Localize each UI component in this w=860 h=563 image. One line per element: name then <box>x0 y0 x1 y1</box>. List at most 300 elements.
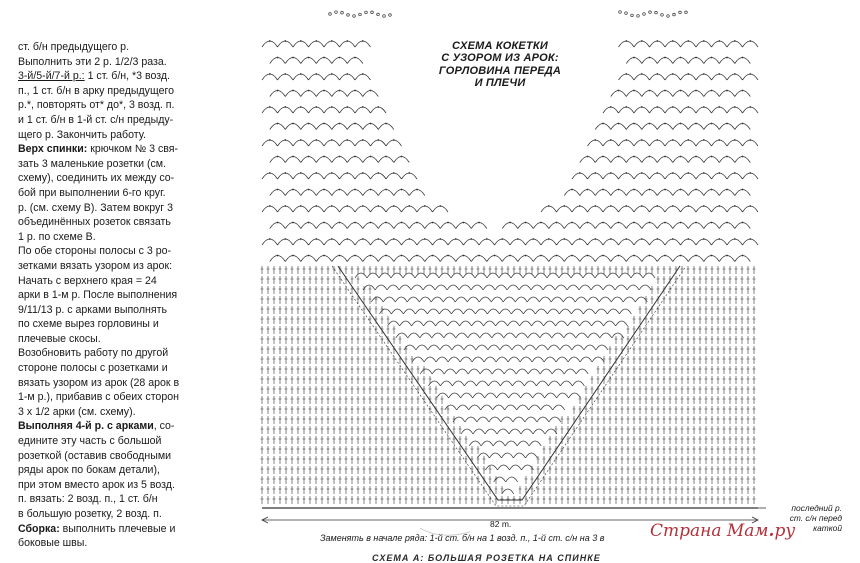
chain-dot <box>478 222 480 224</box>
chain-dot <box>401 222 403 224</box>
chain-arc <box>650 74 666 80</box>
chain-dot <box>277 156 279 158</box>
chain-arc <box>611 124 627 130</box>
chain-dot <box>726 57 728 59</box>
chain-arc <box>743 239 759 245</box>
chain-arc <box>332 124 348 130</box>
chain-arc <box>727 41 743 47</box>
chain-dot <box>331 40 333 42</box>
instr-line: по схеме вырез горловины и <box>18 318 159 331</box>
chain-arc <box>735 58 751 64</box>
chain-dot <box>687 205 689 207</box>
chain-dot <box>726 255 728 257</box>
chain-dot <box>602 156 604 158</box>
chain-arc <box>324 41 340 47</box>
v-arc <box>619 273 631 278</box>
v-arc <box>496 357 508 362</box>
chain-arc <box>619 173 635 179</box>
v-arc <box>412 321 424 326</box>
chain-arc <box>301 91 317 97</box>
chain-dot <box>354 222 356 224</box>
chain-arc <box>402 239 418 245</box>
chain-dot <box>323 156 325 158</box>
chain-arc <box>642 256 658 262</box>
chain-arc <box>696 74 712 80</box>
chain-dot <box>633 156 635 158</box>
v-arc <box>528 369 540 374</box>
chain-arc <box>340 41 356 47</box>
chain-dot <box>625 40 627 42</box>
v-arc <box>424 357 436 362</box>
note-line: ст. с/н перед <box>789 513 842 523</box>
v-arc <box>436 321 448 326</box>
v-arc <box>451 273 463 278</box>
v-arc <box>477 453 489 458</box>
v-arc <box>399 285 411 290</box>
chain-arc <box>262 206 278 212</box>
chain-dot <box>618 156 620 158</box>
v-arc <box>556 357 568 362</box>
v-arc <box>513 453 525 458</box>
chain-dot <box>672 238 674 240</box>
chain-dot <box>711 57 713 59</box>
chain-dot <box>346 73 348 75</box>
v-arc <box>411 285 423 290</box>
chain-arc <box>340 173 356 179</box>
chain-dot <box>610 205 612 207</box>
chain-dot <box>680 255 682 257</box>
chain-dot <box>377 238 379 240</box>
chain-dot <box>509 255 511 257</box>
v-arc <box>416 345 428 350</box>
chain-arc <box>665 74 681 80</box>
chain-arc <box>270 124 286 130</box>
chain-dot <box>625 205 627 207</box>
v-arc <box>475 273 487 278</box>
v-arc <box>525 417 537 422</box>
chain-arc <box>727 74 743 80</box>
v-arc <box>427 273 439 278</box>
instr-line: ст. б/н предыдущего р. <box>18 41 130 53</box>
v-arc <box>531 285 543 290</box>
v-arc <box>475 309 487 314</box>
chain-arc <box>347 58 363 64</box>
chain-dot <box>749 139 751 141</box>
chain-dot <box>687 40 689 42</box>
chain-dot <box>649 156 651 158</box>
chain-dot <box>308 222 310 224</box>
chain-dot <box>362 40 364 42</box>
chain-dot <box>354 255 356 257</box>
chain-dot <box>610 238 612 240</box>
chain-dot <box>711 222 713 224</box>
chain-arc <box>704 190 720 196</box>
chain-arc <box>270 157 286 163</box>
chain-dot <box>346 40 348 42</box>
chain-dot <box>478 255 480 257</box>
chart-title-line: СХЕМА КОКЕТКИ <box>452 40 548 52</box>
instr-text: крючком № 3 свя- <box>87 143 179 156</box>
chain-arc <box>688 58 704 64</box>
v-arc <box>460 357 472 362</box>
instr-text: , со- <box>153 420 175 433</box>
chain-arc <box>619 206 635 212</box>
v-arc <box>545 393 557 398</box>
chain-arc <box>611 91 627 97</box>
v-arc <box>583 309 595 314</box>
v-arc <box>407 297 419 302</box>
chain-dot <box>323 57 325 59</box>
chain-arc <box>719 58 735 64</box>
chain-arc <box>712 107 728 113</box>
chain-dot <box>602 222 604 224</box>
chain-arc <box>456 223 472 229</box>
chain-arc <box>580 223 596 229</box>
chain-arc <box>603 206 619 212</box>
v-arc <box>480 333 492 338</box>
chain-arc <box>681 173 697 179</box>
chain-dot <box>292 255 294 257</box>
chain-arc <box>417 206 433 212</box>
v-arc <box>476 381 488 386</box>
v-arc <box>501 453 513 458</box>
v-arc <box>444 369 456 374</box>
v-arc <box>484 357 496 362</box>
chain-arc <box>712 74 728 80</box>
v-arc <box>533 393 545 398</box>
chain-arc <box>611 256 627 262</box>
chain-dot <box>749 172 751 174</box>
v-arc <box>412 357 424 362</box>
chain-dot <box>509 222 511 224</box>
chain-dot <box>656 40 658 42</box>
chain-dot <box>594 238 596 240</box>
chain-dot <box>300 238 302 240</box>
chain-arc <box>363 91 379 97</box>
v-arc <box>619 309 631 314</box>
chain-arc <box>619 74 635 80</box>
chain-dot <box>269 106 271 108</box>
chain-arc <box>735 190 751 196</box>
chain-arc <box>394 256 410 262</box>
v-arc <box>529 405 541 410</box>
chain-arc <box>634 206 650 212</box>
chain-arc <box>402 173 418 179</box>
v-arc <box>489 417 501 422</box>
chain-dot <box>284 106 286 108</box>
chain-arc <box>378 256 394 262</box>
edge-chain <box>383 15 386 18</box>
chain-dot <box>385 156 387 158</box>
chain-dot <box>695 90 697 92</box>
chain-arc <box>704 157 720 163</box>
chain-arc <box>665 206 681 212</box>
v-arc <box>521 429 533 434</box>
v-arc <box>396 333 408 338</box>
chain-dot <box>587 222 589 224</box>
chain-dot <box>346 139 348 141</box>
chain-dot <box>711 90 713 92</box>
instr-line: Начать с верхнего края = 24 <box>18 274 157 287</box>
chain-dot <box>447 222 449 224</box>
v-arc <box>580 357 592 362</box>
chain-arc <box>719 157 735 163</box>
chain-arc <box>324 140 340 146</box>
instr-line: и 1 ст. б/н в 1-й ст. с/н предыду- <box>18 113 174 126</box>
chain-arc <box>727 206 743 212</box>
chain-arc <box>541 206 557 212</box>
chain-dot <box>618 90 620 92</box>
edge-chain <box>649 11 652 14</box>
instr-line: стороне полосы с розетками и <box>18 362 168 375</box>
v-arc <box>533 429 545 434</box>
chain-arc <box>340 107 356 113</box>
instr-line: боковые швы. <box>18 537 88 550</box>
chain-dot <box>571 255 573 257</box>
v-arc <box>480 369 492 374</box>
chain-arc <box>402 206 418 212</box>
chain-arc <box>673 124 689 130</box>
chain-dot <box>315 238 317 240</box>
chain-arc <box>681 41 697 47</box>
v-arc <box>505 441 517 446</box>
chain-arc <box>603 239 619 245</box>
chain-dot <box>354 156 356 158</box>
chain-dot <box>346 172 348 174</box>
v-arc <box>420 333 432 338</box>
v-arc <box>520 357 532 362</box>
v-arc <box>563 297 575 302</box>
instr-line: р.*, повторять от* до*, 3 возд. п. <box>18 99 175 112</box>
chain-dot <box>695 123 697 125</box>
chain-arc <box>301 190 317 196</box>
v-arc <box>444 333 456 338</box>
chain-arc <box>549 256 565 262</box>
v-arc <box>576 333 588 338</box>
v-arc <box>439 273 451 278</box>
chain-dot <box>602 189 604 191</box>
chain-dot <box>416 189 418 191</box>
instr-line: зать 3 маленькие розетки (см. <box>18 157 167 170</box>
chain-dot <box>687 106 689 108</box>
chain-arc <box>580 190 596 196</box>
chain-arc <box>487 256 503 262</box>
v-arc <box>403 273 415 278</box>
chain-dot <box>633 189 635 191</box>
v-arc <box>419 297 431 302</box>
chain-dot <box>377 205 379 207</box>
v-arc <box>591 285 603 290</box>
v-arc <box>536 381 548 386</box>
chain-arc <box>673 223 689 229</box>
v-arc <box>424 321 436 326</box>
v-arc <box>575 297 587 302</box>
chain-dot <box>594 139 596 141</box>
v-arc <box>511 273 523 278</box>
chain-dot <box>594 205 596 207</box>
chain-dot <box>346 106 348 108</box>
chain-dot <box>432 222 434 224</box>
chain-dot <box>625 106 627 108</box>
chain-arc <box>642 124 658 130</box>
chain-dot <box>385 255 387 257</box>
chain-dot <box>742 123 744 125</box>
chain-dot <box>540 255 542 257</box>
chain-arc <box>657 124 673 130</box>
chain-arc <box>347 91 363 97</box>
chain-arc <box>657 190 673 196</box>
chain-dot <box>734 139 736 141</box>
v-arc <box>627 285 639 290</box>
chain-dot <box>292 123 294 125</box>
chain-arc <box>665 107 681 113</box>
v-arc <box>448 357 460 362</box>
chain-arc <box>316 124 332 130</box>
chain-arc <box>688 157 704 163</box>
chain-arc <box>355 107 371 113</box>
chain-dot <box>292 90 294 92</box>
chain-arc <box>681 140 697 146</box>
chain-arc <box>324 74 340 80</box>
chain-arc <box>309 41 325 47</box>
v-arc <box>432 369 444 374</box>
v-arc <box>456 333 468 338</box>
chain-arc <box>324 173 340 179</box>
chain-dot <box>641 172 643 174</box>
v-arc <box>379 309 391 314</box>
instr-line: п. вязать: 2 возд. п., 1 ст. б/н <box>18 493 158 506</box>
v-arc <box>525 453 537 458</box>
chain-arc <box>285 157 301 163</box>
chain-arc <box>371 107 387 113</box>
chain-arc <box>588 140 604 146</box>
chain-dot <box>602 255 604 257</box>
chain-dot <box>641 238 643 240</box>
chain-dot <box>664 222 666 224</box>
instr-line: схему), соединить их между со- <box>18 172 175 185</box>
chain-dot <box>463 255 465 257</box>
chain-arc <box>533 256 549 262</box>
chain-dot <box>269 238 271 240</box>
chain-dot <box>687 238 689 240</box>
v-arc <box>453 417 465 422</box>
chain-arc <box>611 157 627 163</box>
v-arc <box>517 405 529 410</box>
v-arc <box>536 345 548 350</box>
chain-arc <box>704 223 720 229</box>
note-line: каткой <box>813 523 842 533</box>
v-arc <box>481 405 493 410</box>
chain-dot <box>718 238 720 240</box>
v-arc <box>499 273 511 278</box>
chain-arc <box>688 91 704 97</box>
edge-chain <box>329 13 332 16</box>
chain-arc <box>355 206 371 212</box>
chain-arc <box>688 124 704 130</box>
chain-dot <box>323 255 325 257</box>
next-chart-title: СХЕМА А: БОЛЬШАЯ РОЗЕТКА НА СПИНКЕ <box>372 553 601 563</box>
chain-dot <box>269 205 271 207</box>
chain-dot <box>315 40 317 42</box>
chain-arc <box>712 140 728 146</box>
chain-arc <box>696 206 712 212</box>
chain-dot <box>618 123 620 125</box>
chain-dot <box>718 106 720 108</box>
v-arc <box>611 297 623 302</box>
watermark-text: ру <box>774 521 796 541</box>
chain-arc <box>495 239 511 245</box>
chain-arc <box>301 157 317 163</box>
chain-arc <box>278 140 294 146</box>
chain-dot <box>664 156 666 158</box>
chain-dot <box>734 172 736 174</box>
instr-line: арки в 1-м р. После выполнения <box>18 289 178 302</box>
chain-arc <box>719 124 735 130</box>
chain-dot <box>424 205 426 207</box>
chain-arc <box>619 41 635 47</box>
chain-arc <box>735 124 751 130</box>
chain-arc <box>588 206 604 212</box>
edge-chain <box>643 13 646 16</box>
chain-arc <box>743 206 759 212</box>
chain-dot <box>339 156 341 158</box>
chain-dot <box>362 205 364 207</box>
chain-arc <box>262 107 278 113</box>
chain-arc <box>394 157 410 163</box>
chain-arc <box>595 256 611 262</box>
chain-arc <box>657 223 673 229</box>
chain-dot <box>300 40 302 42</box>
chain-dot <box>695 57 697 59</box>
chain-dot <box>563 205 565 207</box>
v-arc <box>519 285 531 290</box>
chain-arc <box>595 157 611 163</box>
chain-arc <box>673 58 689 64</box>
chain-dot <box>300 205 302 207</box>
chain-arc <box>743 74 759 80</box>
v-arc <box>580 321 592 326</box>
v-arc <box>521 393 533 398</box>
chain-dot <box>439 205 441 207</box>
v-arc <box>523 309 535 314</box>
chain-dot <box>300 139 302 141</box>
edge-chain <box>625 12 628 15</box>
chain-arc <box>657 256 673 262</box>
chain-dot <box>300 172 302 174</box>
v-arc <box>583 273 595 278</box>
v-arc <box>507 285 519 290</box>
chain-dot <box>656 205 658 207</box>
v-arc <box>539 297 551 302</box>
chain-arc <box>278 107 294 113</box>
chain-dot <box>703 73 705 75</box>
chain-arc <box>595 124 611 130</box>
chain-arc <box>471 256 487 262</box>
chain-arc <box>743 107 759 113</box>
v-arc <box>459 285 471 290</box>
chain-dot <box>711 156 713 158</box>
edge-chain <box>341 11 344 14</box>
chain-dot <box>703 238 705 240</box>
chain-dot <box>432 255 434 257</box>
chain-arc <box>634 239 650 245</box>
v-arc <box>564 369 576 374</box>
chain-arc <box>681 74 697 80</box>
chain-arc <box>634 107 650 113</box>
chart-title-line: И ПЛЕЧИ <box>474 77 526 90</box>
v-arc <box>375 285 387 290</box>
v-arc <box>484 321 496 326</box>
